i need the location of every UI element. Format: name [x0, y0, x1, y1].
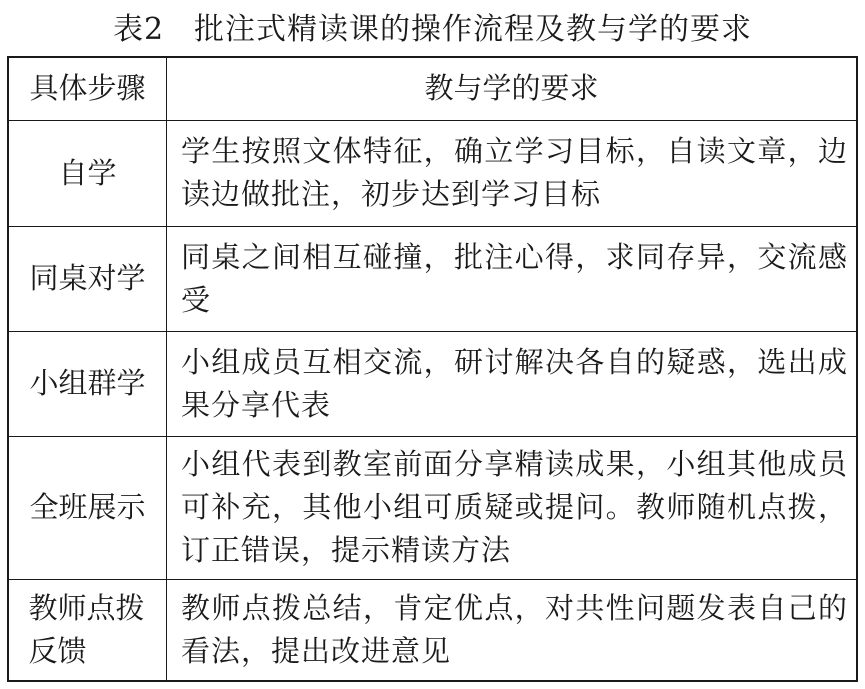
step-cell	[9, 436, 167, 579]
requirement-text: 同桌之间相互碰撞，批注心得，求同存异，交流感受	[181, 239, 848, 317]
table-row	[9, 120, 856, 226]
step-name: 全班展示	[29, 490, 146, 524]
requirement-cell	[167, 120, 857, 226]
requirement-text: 小组代表到教室前面分享精读成果，小组其他成员可补充，其他小组可质疑或提问。教师随机点拨，订正错误，提示精读方法	[181, 447, 848, 567]
step-name: 教师点拨反馈	[28, 590, 145, 668]
step-name: 小组群学	[29, 366, 146, 400]
step-cell	[9, 226, 167, 331]
requirement-cell	[167, 579, 857, 680]
step-cell	[9, 331, 167, 436]
requirement-text: 小组成员互相交流，研讨解决各自的疑惑，选出成果分享代表	[181, 344, 848, 422]
table-caption	[0, 4, 865, 48]
table-row	[9, 579, 856, 680]
step-cell	[9, 579, 167, 680]
step-name: 自学	[58, 155, 117, 190]
table-row	[9, 436, 856, 579]
table-row	[9, 331, 856, 436]
step-cell	[9, 120, 167, 226]
requirement-cell	[167, 226, 857, 331]
table-title: 批注式精读课的操作流程及教与学的要求	[194, 12, 753, 47]
requirement-cell	[167, 436, 857, 579]
requirement-cell	[167, 331, 857, 436]
requirement-text: 学生按照文体特征，确立学习目标，自读文章，边读边做批注，初步达到学习目标	[181, 134, 848, 211]
table-header-row	[9, 58, 856, 120]
header-step: 具体步骤	[9, 58, 167, 120]
step-name: 同桌对学	[29, 261, 146, 295]
table-number: 表2	[112, 12, 165, 47]
requirement-text: 教师点拨总结，肯定优点，对共性问题发表自己的看法，提出改进意见	[181, 590, 848, 668]
header-requirement: 教与学的要求	[167, 58, 857, 120]
process-table	[7, 56, 858, 682]
table-row	[9, 226, 856, 331]
